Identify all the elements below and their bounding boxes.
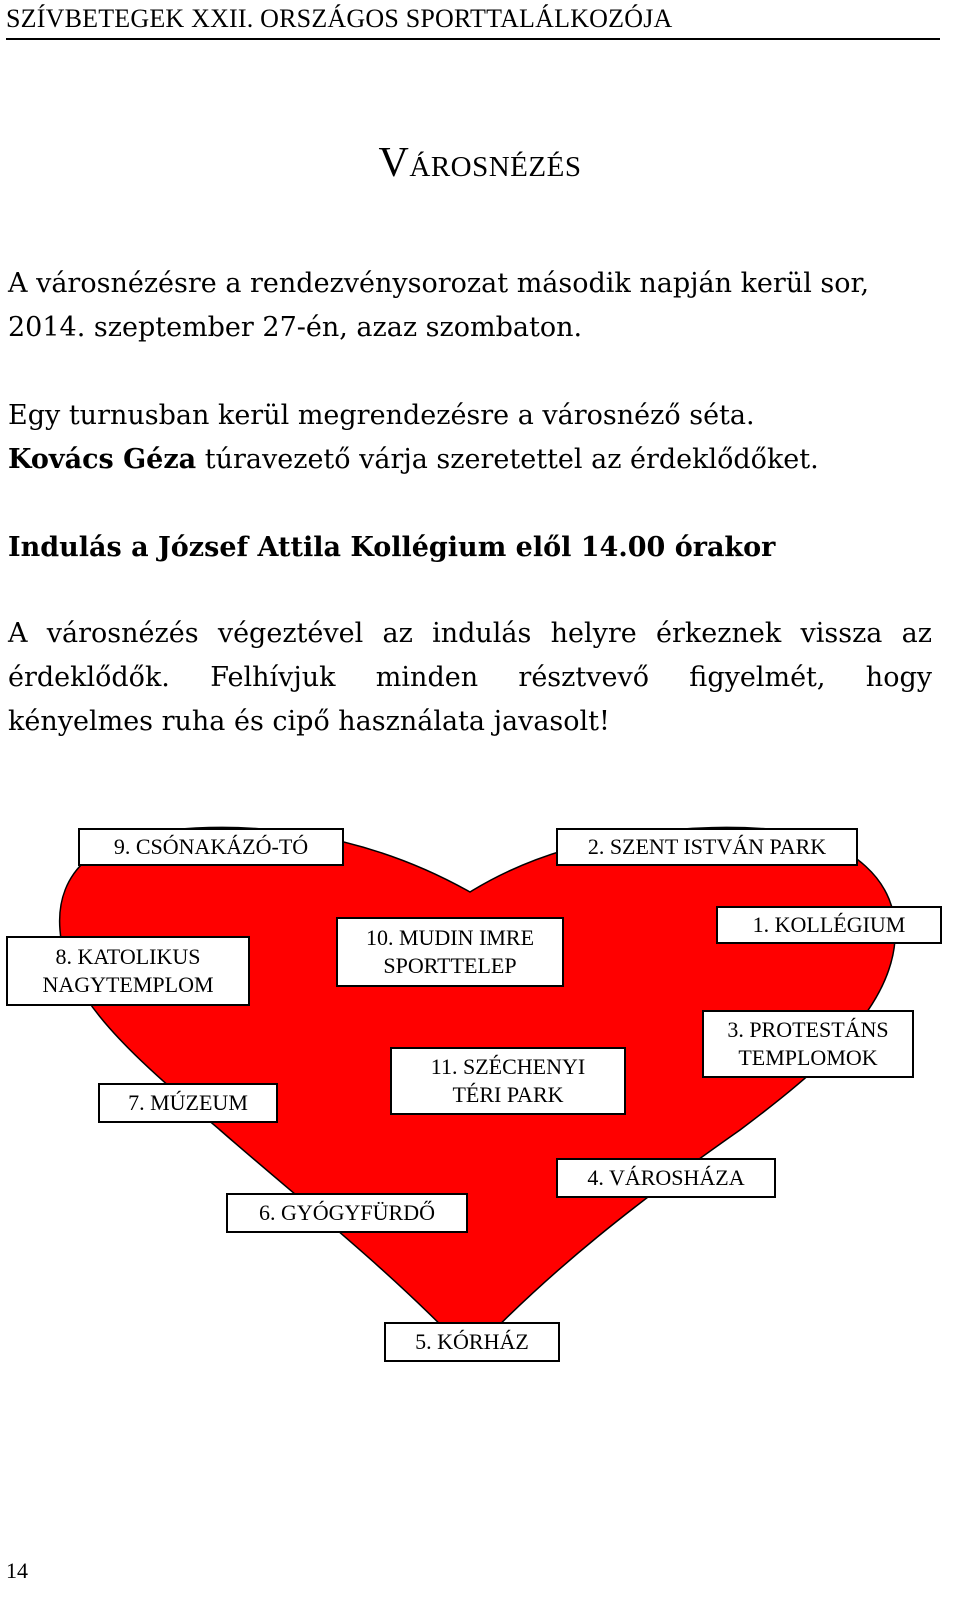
location-mudin-imre-sporttelep: 10. MUDIN IMRE SPORTTELEP <box>336 917 564 987</box>
location-protestans-templomok: 3. PROTESTÁNS TEMPLOMOK <box>702 1010 914 1078</box>
paragraph-line: A városnézésre a rendezvénysorozat második napján kerül sor, <box>8 268 870 299</box>
location-gyogyfurdo: 6. GYÓGYFÜRDŐ <box>226 1193 468 1233</box>
running-header: SZÍVBETEGEK XXII. ORSZÁGOS SPORTTALÁLKOZÓJA <box>6 2 940 40</box>
location-szent-istvan-park: 2. SZENT ISTVÁN PARK <box>556 828 858 866</box>
paragraph-line <box>8 444 819 475</box>
paragraph-departure <box>8 526 932 570</box>
guide-text: túravezető várja szeretettel az érdeklődőket. <box>196 444 819 475</box>
paragraph-date <box>8 262 932 350</box>
location-kollegium: 1. KOLLÉGIUM <box>716 906 942 944</box>
page-title: Városnézés <box>378 140 582 186</box>
location-szechenyi-teri-park: 11. SZÉCHENYI TÉRI PARK <box>390 1047 626 1115</box>
paragraph-line: 2014. szeptember 27-én, azaz szombaton. <box>8 312 583 343</box>
departure-text: Indulás a József Attila Kollégium elől 14.00 órakor <box>8 532 776 563</box>
paragraph-line: kényelmes ruha és cipő használata javasolt! <box>8 706 610 737</box>
location-muzeum: 7. MÚZEUM <box>98 1083 278 1123</box>
location-varoshaza: 4. VÁROSHÁZA <box>556 1158 776 1198</box>
paragraph-guide <box>8 394 932 482</box>
paragraph-line: érdeklődők. Felhívjuk minden résztvevő figyelmét, hogy <box>8 662 932 693</box>
location-korhaz: 5. KÓRHÁZ <box>384 1322 560 1362</box>
paragraph-return <box>8 612 932 744</box>
location-katolikus-nagytemplom: 8. KATOLIKUS NAGYTEMPLOM <box>6 936 250 1006</box>
paragraph-line: A városnézés végeztével az indulás helyre érkeznek vissza az <box>8 618 932 649</box>
location-csonakazo-to: 9. CSÓNAKÁZÓ-TÓ <box>78 828 344 866</box>
paragraph-line: Egy turnusban kerül megrendezésre a városnéző séta. <box>8 400 755 431</box>
guide-name: Kovács Géza <box>8 444 197 475</box>
page-number: 14 <box>6 1558 28 1583</box>
